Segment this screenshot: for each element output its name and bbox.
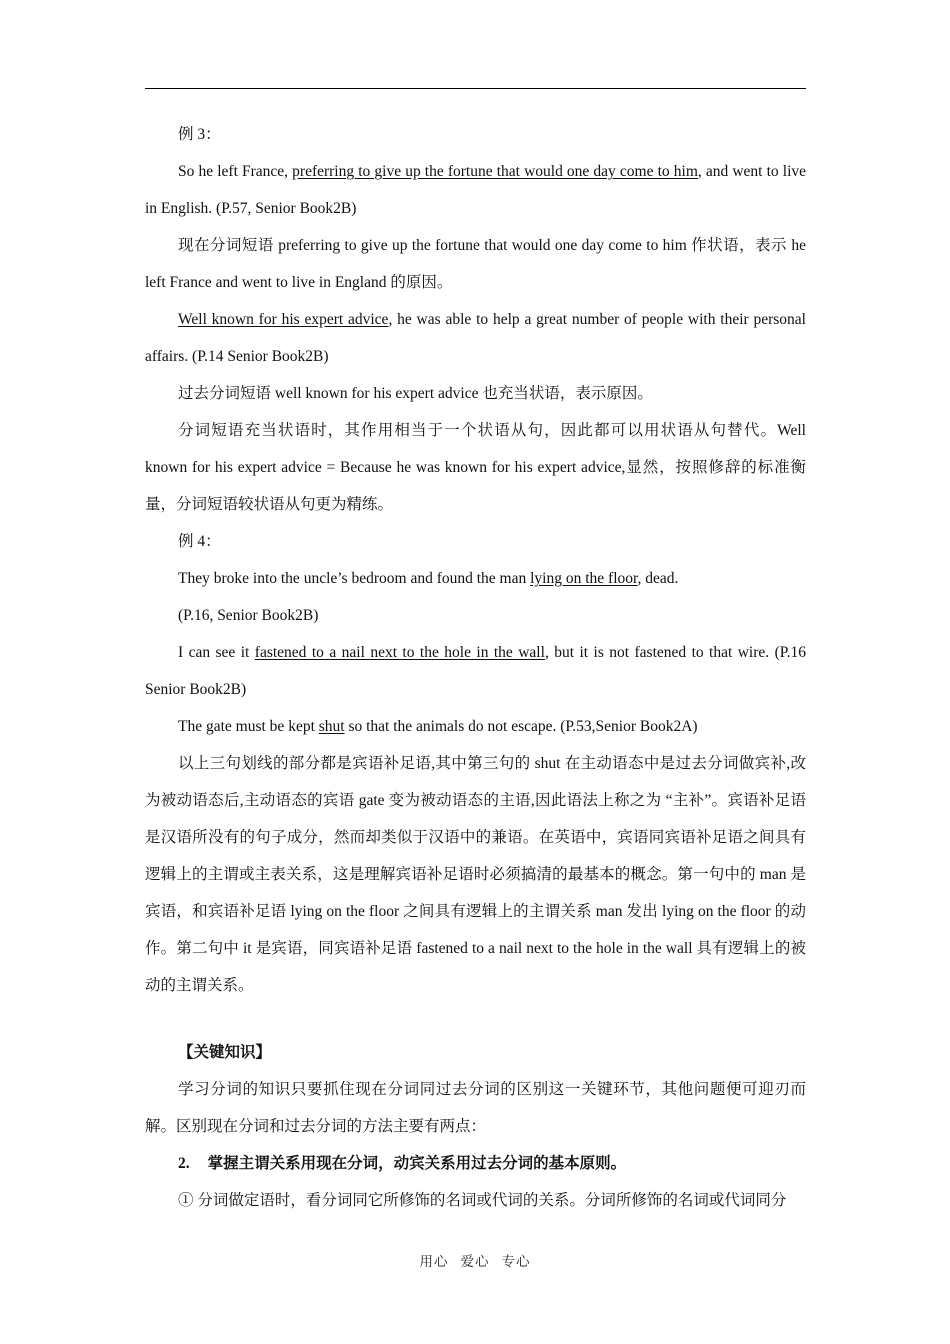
key-point-2 [145, 1145, 806, 1182]
example-3-sentence-1 [145, 153, 806, 227]
header-rule [145, 88, 806, 89]
key-knowledge-intro: 学习分词的知识只要抓住现在分词同过去分词的区别这一关键环节，其他问题便可迎刃而解。区别现在分词和过去分词的方法主要有两点： [145, 1081, 806, 1135]
underlined-phrase: Well known for his expert advice [178, 311, 389, 328]
underlined-phrase: shut [318, 718, 345, 735]
example-3-explanation-3: 分词短语充当状语时，其作用相当于一个状语从句，因此都可以用状语从句替代。Well known for his expert advice = Because he was known for his expert advice,显然，按照修辞的标准衡量，分词短语较状语从句更为精练。 [145, 422, 806, 513]
example-4-sentence-2 [145, 634, 806, 708]
example-4-explanation: 以上三句划线的部分都是宾语补足语,其中第三句的 shut 在主动语态中是过去分词做宾补,改为被动语态后,主动语态的宾语 gate 变为被动语态的主语,因此语法上称之为 “主补”。宾语补足语是汉语所没有的句子成分，然而却类似于汉语中的兼语。在英语中，宾语同宾语补足语之间具有逻辑上的主谓或主表关系，这是理解宾语补足语时必须搞清的最基本的概念。第一句中的 man 是宾语，和宾语补足语 lying on the floor 之间具有逻辑上的主谓关系 man 发出 lying on the floor 的动作。第二句中 it 是宾语，同宾语补足语 fastened to a nail next to the hole in the wall 具有逻辑上的被动的主谓关系。 [145, 755, 806, 994]
text-segment: , but it is not fastened to that wire. (P.16 Senior Book2B) [145, 644, 807, 698]
text-segment: , and went to live in English. (P.57, Senior Book2B) [145, 163, 807, 217]
example-4-sentence-3 [145, 708, 806, 745]
footer-word: 爱心 [460, 1254, 490, 1269]
text-segment: The gate must be kept [178, 718, 319, 735]
underlined-phrase: lying on the floor [530, 570, 638, 587]
example-4-label: 例 4： [178, 533, 221, 550]
key-subpoint-1: ① 分词做定语时，看分词同它所修饰的名词或代词的关系。分词所修饰的名词或代词同分 [178, 1192, 787, 1209]
example-3-explanation-1: 现在分词短语 preferring to give up the fortune that would one day come to him 作状语，表示 he left France and went to live in England 的原因。 [145, 237, 806, 291]
underlined-phrase: fastened to a nail next to the hole in the wall [254, 644, 545, 661]
example-3-label: 例 3： [178, 126, 221, 143]
point-number: 2. [178, 1155, 190, 1172]
key-knowledge-heading: 【关键知识】 [178, 1044, 272, 1061]
example-4-sentence-1 [145, 560, 806, 597]
text-segment: I can see it [178, 644, 255, 661]
text-segment: , dead. [637, 570, 679, 587]
text-segment: They broke into the uncle’s bedroom and found the man [178, 570, 531, 587]
section-gap [145, 1004, 806, 1034]
example-4-sentence-1-reference: (P.16, Senior Book2B) [178, 607, 319, 624]
example-3-sentence-2 [145, 301, 806, 375]
point-text: 掌握主谓关系用现在分词，动宾关系用过去分词的基本原则。 [207, 1155, 627, 1172]
document-body [145, 116, 806, 1219]
footer-word: 用心 [419, 1254, 449, 1269]
text-segment: so that the animals do not escape. (P.53,Senior Book2A) [344, 718, 698, 735]
text-segment: So he left France, [178, 163, 293, 180]
underlined-phrase: preferring to give up the fortune that would one day come to him [292, 163, 698, 180]
page-footer [0, 1250, 950, 1270]
example-3-explanation-2: 过去分词短语 well known for his expert advice 也充当状语，表示原因。 [178, 385, 653, 402]
footer-word: 专心 [501, 1254, 531, 1269]
text-segment: , he was able to help a great number of people with their personal affairs. (P.14 Senior Book2B) [145, 311, 806, 365]
